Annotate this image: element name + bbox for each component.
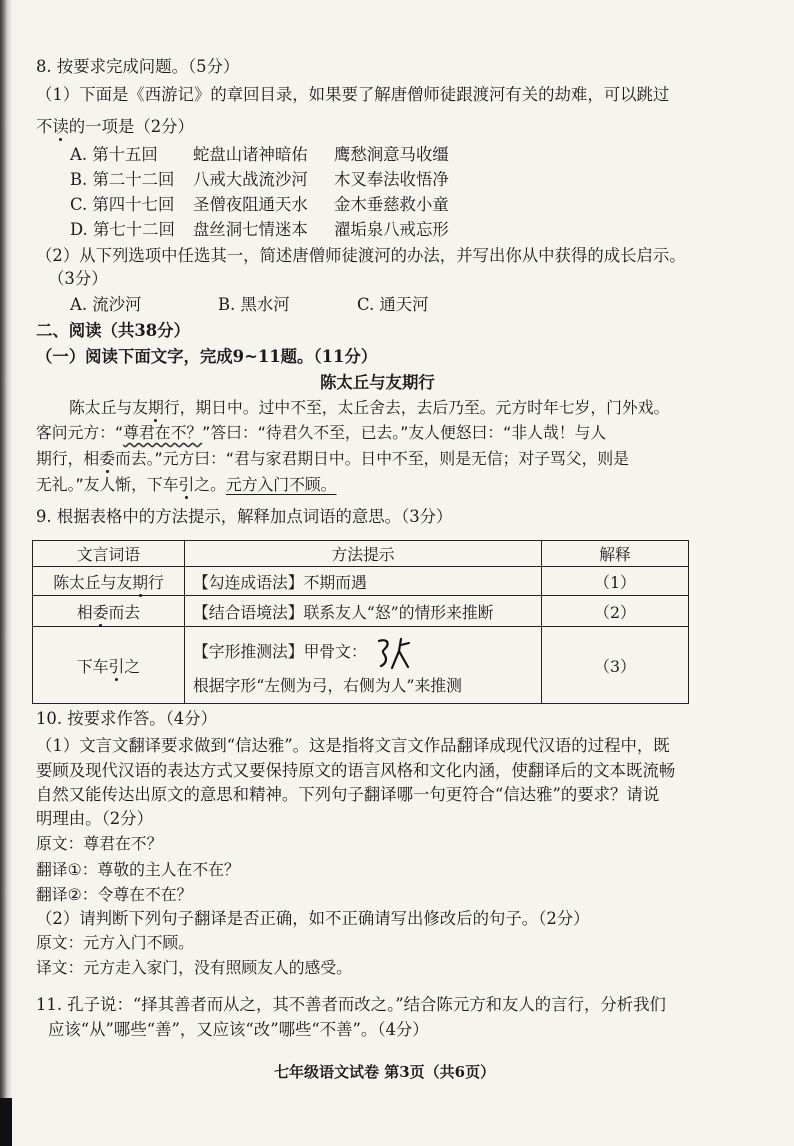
emphasis-dot-char: 引 xyxy=(108,656,125,676)
q8-option-a-title2: 鹰愁涧意马收缰 xyxy=(334,145,449,164)
q8-choice-a: A. 流沙河 xyxy=(70,295,142,314)
wavy-underlined-phrase: 尊君在不？ xyxy=(123,423,203,442)
table-cell-hint: 【字形推测法】甲骨文： 根据字形“左侧为弓，右侧为人”来推测 xyxy=(185,627,542,704)
q10-translation2: 翻译②：令尊在不在？ xyxy=(36,885,193,904)
q10-original2: 原文：元方入门不顾。 xyxy=(36,933,194,952)
passage-line2: 客问元方：“尊君在不？”答曰：“待君久不至，已去。”友人便怒曰：“非人哉！与人 xyxy=(36,423,607,442)
table-header-row xyxy=(33,541,689,567)
table-cell-word: 下车引之 xyxy=(33,627,185,704)
table-header-word: 文言词语 xyxy=(33,541,185,567)
q8-title: 8. 按要求完成问题。（5分） xyxy=(36,57,240,76)
table-cell-answer-blank[interactable]: （3） xyxy=(542,627,689,704)
section2-title: 二、阅读（共38分） xyxy=(36,321,190,340)
emphasis-dot-char: 读 xyxy=(52,117,69,136)
q11-line1: 11. 孔子说：“择其善者而从之，其不善者而改之。”结合陈元方和友人的言行，分析我们 xyxy=(36,995,666,1014)
emphasis-dot-char: 委 xyxy=(92,602,109,622)
table-cell-hint: 【勾连成语法】不期而遇 xyxy=(185,567,542,596)
underlined-phrase: 元方入门不顾。 xyxy=(225,475,337,494)
q8-option-b-label: B. 第二十二回 xyxy=(70,170,175,189)
q8-option-b-title2: 木叉奉法收悟净 xyxy=(334,170,449,189)
q8-part1-line1: （1）下面是《西游记》的章回目录，如果要了解唐僧师徒跟渡河有关的劫难，可以跳过 xyxy=(36,85,670,104)
q8-part2-line1: （2）从下列选项中任选其一，简述唐僧师徒渡河的办法，并写出你从中获得的成长启示。 xyxy=(36,246,686,265)
passage-line4: 无礼。”友人惭，下车引之。元方入门不顾。 xyxy=(36,475,337,494)
q9-title: 9. 根据表格中的方法提示，解释加点词语的意思。（3分） xyxy=(36,507,453,526)
q10-title: 10. 按要求作答。（4分） xyxy=(36,709,218,728)
table-header-hint: 方法提示 xyxy=(185,541,542,567)
q10-translation1: 翻译①：尊敬的主人在不在？ xyxy=(36,860,240,879)
section2-sub1: （一）阅读下面文字，完成9~11题。（11分） xyxy=(36,347,378,366)
page-footer: 七年级语文试卷 第3页（共6页） xyxy=(274,1063,496,1081)
table-header-answer: 解释 xyxy=(542,541,689,567)
binding-edge xyxy=(0,0,12,1146)
table-row xyxy=(33,596,689,627)
q8-option-a-label: A. 第十五回 xyxy=(70,145,158,164)
table-row xyxy=(33,627,689,704)
q10-translation3: 译文：元方走入家门，没有照顾友人的感受。 xyxy=(36,958,352,977)
q8-option-c-label: C. 第四十七回 xyxy=(70,195,175,214)
passage-line1: 陈太丘与友期行，期日中。过中不至，太丘舍去，去后乃至。元方时年七岁，门外戏。 xyxy=(69,398,670,417)
q8-option-d-title2: 濯垢泉八戒忘形 xyxy=(334,220,449,239)
oracle-bone-glyph-icon xyxy=(375,635,415,671)
q10-part1-line1: （1）文言文翻译要求做到“信达雅”。这是指将文言文作品翻译成现代汉语的过程中，既 xyxy=(36,736,670,755)
q8-choice-b: B. 黑水河 xyxy=(218,295,290,314)
q8-part1-line2: 不读的一项是（2分） xyxy=(36,117,194,136)
q8-part2-line2: （3分） xyxy=(48,269,108,288)
q8-choice-c: C. 通天河 xyxy=(357,295,429,314)
q8-option-c-title2: 金木垂慈救小童 xyxy=(334,195,449,214)
table-cell-word: 陈太丘与友期行 xyxy=(33,567,185,596)
q8-option-a-title1: 蛇盘山诸神暗佑 xyxy=(193,145,308,164)
emphasis-dot-char: 引 xyxy=(178,475,195,494)
passage-line3: 期行，相委而去。”元方曰：“君与家君期日中。日中不至，则是无信；对子骂父，则是 xyxy=(36,449,629,468)
scan-shadow xyxy=(0,1098,12,1146)
table-cell-answer-blank[interactable]: （2） xyxy=(542,596,689,627)
q8-option-d-label: D. 第七十二回 xyxy=(70,220,175,239)
q11-line2: 应该“从”哪些“善”，又应该“改”哪些“不善”。（4分） xyxy=(48,1020,429,1039)
q8-option-c-title1: 圣僧夜阻通天水 xyxy=(193,195,308,214)
q10-original1: 原文：尊君在不？ xyxy=(36,834,163,853)
q10-part1-line4: 明理由。（2分） xyxy=(36,809,153,828)
passage-title: 陈太丘与友期行 xyxy=(320,373,435,392)
table-cell-answer-blank[interactable]: （1） xyxy=(542,567,689,596)
emphasis-dot-char: 期 xyxy=(132,572,148,592)
table-cell-hint: 【结合语境法】联系友人“怒”的情形来推断 xyxy=(185,596,542,627)
q10-part1-line2: 要顾及现代汉语的表达方式又要保持原文的语言风格和文化内涵，使翻译后的文本既流畅 xyxy=(36,761,676,780)
q8-option-b-title1: 八戒大战流沙河 xyxy=(193,170,308,189)
table-cell-word: 相委而去 xyxy=(33,596,185,627)
emphasis-dot-char: 委 xyxy=(99,449,116,468)
emphasis-dot-char: 期 xyxy=(148,398,164,417)
q10-part2: （2）请判断下列句子翻译是否正确，如不正确请写出修改后的句子。（2分） xyxy=(36,909,590,928)
q8-option-d-title1: 盘丝洞七情迷本 xyxy=(193,220,308,239)
table-row xyxy=(33,567,689,596)
method-table xyxy=(32,540,689,704)
q10-part1-line3: 自然又能传达出原文的意思和精神。下列句子翻译哪一句更符合“信达雅”的要求？请说 xyxy=(36,785,660,804)
